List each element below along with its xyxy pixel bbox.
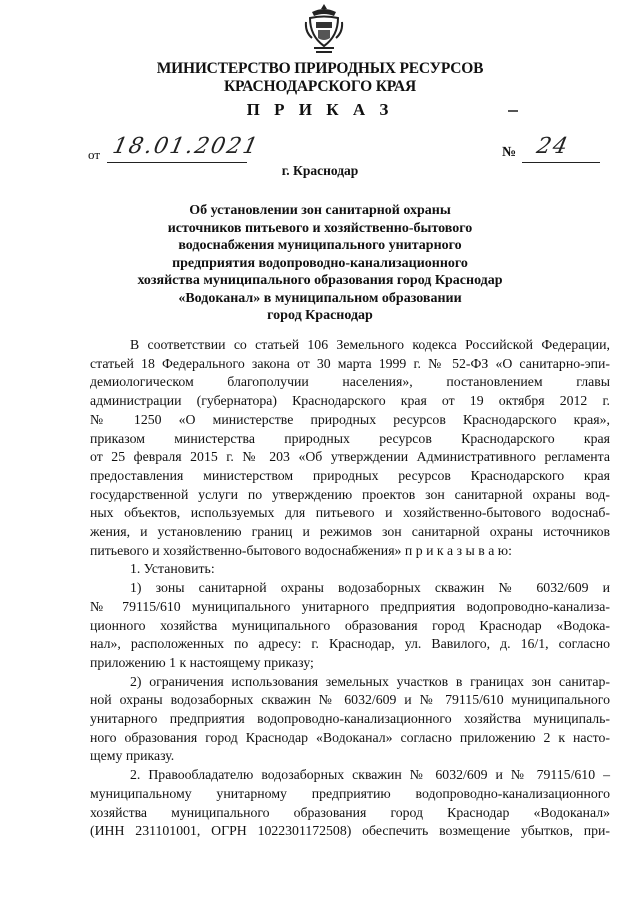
body-line: ного образования город Краснодар «Водоканал» согласно приложению 2 к насто-: [90, 729, 610, 745]
scan-mark: [508, 110, 518, 112]
order-title: П Р И К А З: [246, 100, 394, 119]
body-line: муниципальному унитарному предприятию водопроводно-канализационного: [90, 785, 610, 801]
order-number: 24: [534, 134, 572, 159]
body-line: питьевого и хозяйственно-бытового водоснабжения» п р и к а з ы в а ю:: [90, 542, 512, 558]
coat-of-arms-emblem: [304, 2, 344, 58]
body-line: статьей 18 Федерального закона от 30 марта 1999 г. № 52-ФЗ «О санитарно-эпи-: [90, 355, 610, 371]
heading-line: город Краснодар: [267, 308, 373, 323]
heading-line: водоснабжения муниципального унитарного: [178, 238, 462, 253]
body-line: жения, и установлению границ и режимов зон санитарной охраны источников: [90, 524, 610, 540]
body-line: 2) ограничения использования земельных участков в границах зон санитар-: [130, 673, 610, 689]
body-line: щему приказу.: [90, 748, 175, 764]
body-line: № 1250 «О министерстве природных ресурсов Краснодарского края»,: [90, 411, 610, 427]
heading-line: «Водоканал» в муниципальном образовании: [178, 290, 462, 306]
body-line: демиологическом благополучии населения», постановлением главы: [90, 374, 610, 390]
body-line: нал», расположенных по адресу: г. Краснодар, ул. Вавилого, д. 16/1, согласно: [90, 636, 610, 652]
ministry-name-line2: КРАСНОДАРСКОГО КРАЯ: [223, 78, 417, 95]
body-line: унитарного предприятия водопроводно-канализационного хозяйства муниципаль-: [90, 711, 610, 727]
body-line: В соответствии со статьей 106 Земельного кодекса Российской Федерации,: [130, 337, 610, 352]
number-label: №: [502, 145, 517, 160]
city-line: г. Краснодар: [281, 163, 359, 178]
body-line: ционного хозяйства муниципального образования город Краснодар «Водока-: [90, 617, 610, 633]
order-heading: [130, 202, 510, 325]
ministry-name-line1: МИНИСТЕРСТВО ПРИРОДНЫХ РЕСУРСОВ: [156, 60, 484, 77]
body-line: ной охраны водозаборных скважин № 6032/609 и № 79115/610 муниципального: [90, 692, 610, 708]
order-date: 18.01.2021: [110, 134, 262, 159]
body-line: администрации (губернатора) Краснодарского края от 19 октября 2012 г.: [90, 393, 610, 409]
body-line: хозяйства муниципального образования город Краснодар «Водоканал»: [90, 804, 610, 820]
heading-line: предприятия водопроводно-канализационного: [172, 255, 468, 271]
heading-line: хозяйства муниципального образования город Краснодар: [137, 273, 503, 288]
body-line: № 79115/610 муниципального унитарного предприятия водопроводно-канализа-: [90, 598, 610, 614]
body-line: приказом министерства природных ресурсов Краснодарского края: [90, 430, 610, 446]
body-line: предоставления министерством природных ресурсов Краснодарского края: [90, 467, 610, 483]
body-line: приложению 1 к настоящему приказу;: [90, 654, 314, 670]
body-line: 2. Правообладателю водозаборных скважин № 6032/609 и № 79115/610 –: [130, 767, 610, 783]
body-line: ных объектов, используемых для питьевого и хозяйственно-бытового водоснаб-: [90, 505, 610, 521]
order-body: [90, 336, 610, 841]
date-prefix: от: [88, 147, 101, 162]
body-line: (ИНН 231101001, ОГРН 1022301172508) обеспечить возмещение убытков, при-: [90, 823, 610, 839]
heading-line: Об установлении зон санитарной охраны: [189, 203, 451, 218]
body-line: государственной услуги по утверждению проектов зон санитарной охраны вод-: [90, 486, 610, 502]
body-line: 1) зоны санитарной охраны водозаборных скважин № 6032/609 и: [130, 580, 610, 596]
body-line: 1. Установить:: [130, 561, 215, 577]
body-line: от 25 февраля 2015 г. № 203 «Об утверждении Административного регламента: [90, 449, 610, 465]
heading-line: источников питьевого и хозяйственно-бытового: [167, 220, 473, 236]
